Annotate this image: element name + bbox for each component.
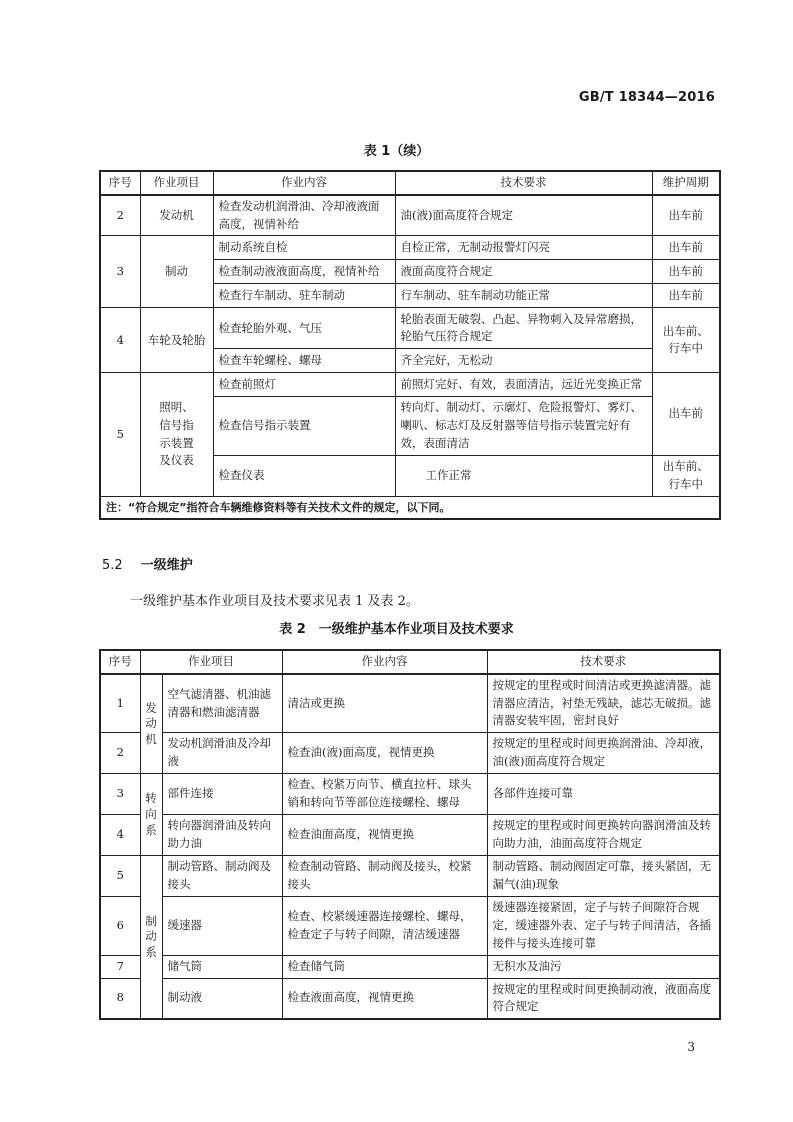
work-content: 检查制动液液面高度，视情补给 bbox=[213, 260, 395, 284]
tech-requirement: 制动管路、制动阀固定可靠，接头紧固，无漏气(油)现象 bbox=[487, 856, 720, 897]
row-number: 4 bbox=[100, 815, 140, 856]
work-content: 检查行车制动、驻车制动 bbox=[213, 284, 395, 308]
table1-header-period: 维护周期 bbox=[652, 171, 720, 195]
standard-code: GB/T 18344—2016 bbox=[578, 90, 715, 105]
work-item: 制动 bbox=[140, 236, 213, 308]
tech-requirement: 无积水及油污 bbox=[487, 955, 720, 978]
tech-requirement: 按规定的里程或时间清洁或更换滤清器。滤清器应清洁，衬垫无残缺，滤芯无破损。滤清器安装牢固，密封良好 bbox=[487, 674, 720, 733]
work-content: 清洁或更换 bbox=[282, 674, 487, 733]
tech-requirement: 自检正常，无制动报警灯闪亮 bbox=[395, 236, 652, 260]
maintenance-period: 出车前 bbox=[652, 236, 720, 260]
section-body-text: 一级维护基本作业项目及技术要求见表 1 及表 2。 bbox=[130, 594, 419, 609]
row-number: 5 bbox=[100, 373, 140, 496]
work-content: 检查、校紧万向节、横直拉杆、球头销和转向节等部位连接螺栓、螺母 bbox=[282, 774, 487, 815]
work-content: 检查储气筒 bbox=[282, 955, 487, 978]
table1-caption: 表 1（续） bbox=[363, 144, 430, 159]
table-row bbox=[100, 195, 720, 236]
system-label-brake: 制动系 bbox=[140, 856, 162, 1019]
table1 bbox=[99, 170, 721, 520]
table-row bbox=[100, 955, 720, 978]
maintenance-period: 出车前 bbox=[652, 195, 720, 236]
work-content: 检查油(液)面高度，视情更换 bbox=[282, 733, 487, 774]
tech-requirement: 行车制动、驻车制动功能正常 bbox=[395, 284, 652, 308]
work-content: 检查轮胎外观、气压 bbox=[213, 308, 395, 349]
table2-header-content: 作业内容 bbox=[282, 650, 487, 674]
tech-requirement: 缓速器连接紧固，定子与转子间隙符合规定，缓速器外表、定子与转子间清洁，各插接件与接头连接可靠 bbox=[487, 897, 720, 955]
work-item: 照明、信号指示装置及仪表 bbox=[140, 373, 213, 496]
maintenance-period: 出车前 bbox=[652, 260, 720, 284]
tech-requirement: 齐全完好，无松动 bbox=[395, 349, 652, 373]
table1-header-content: 作业内容 bbox=[213, 171, 395, 195]
table-row bbox=[100, 774, 720, 815]
tech-requirement: 各部件连接可靠 bbox=[487, 774, 720, 815]
tech-requirement: 前照灯完好、有效，表面清洁，远近光变换正常 bbox=[395, 373, 652, 397]
table-row bbox=[100, 373, 720, 397]
table-row bbox=[100, 856, 720, 897]
work-item: 部件连接 bbox=[162, 774, 282, 815]
tech-requirement: 轮胎表面无破裂、凸起、异物刺入及异常磨损，轮胎气压符合规定 bbox=[395, 308, 652, 349]
tech-requirement: 液面高度符合规定 bbox=[395, 260, 652, 284]
section-number: 5.2 bbox=[102, 558, 123, 573]
row-number: 2 bbox=[100, 733, 140, 774]
maintenance-period: 出车前、行车中 bbox=[652, 308, 720, 373]
table-row bbox=[100, 978, 720, 1019]
page-number: 3 bbox=[687, 1040, 695, 1054]
work-item: 制动液 bbox=[162, 978, 282, 1019]
tech-requirement: 按规定的里程或时间更换制动液，液面高度符合规定 bbox=[487, 978, 720, 1019]
table-row bbox=[100, 733, 720, 774]
tech-requirement: 油(液)面高度符合规定 bbox=[395, 195, 652, 236]
work-content: 检查、校紧缓速器连接螺栓、螺母，检查定子与转子间隙，清洁缓速器 bbox=[282, 897, 487, 955]
row-number: 4 bbox=[100, 308, 140, 373]
table-row bbox=[100, 674, 720, 733]
row-number: 5 bbox=[100, 856, 140, 897]
section-title: 一级维护 bbox=[140, 558, 193, 573]
table-row bbox=[100, 308, 720, 349]
maintenance-period: 出车前、行车中 bbox=[652, 455, 720, 496]
table2-caption: 表 2 一级维护基本作业项目及技术要求 bbox=[279, 622, 514, 637]
work-item: 制动管路、制动阀及接头 bbox=[162, 856, 282, 897]
work-item: 发动机 bbox=[140, 195, 213, 236]
work-content: 检查油面高度，视情更换 bbox=[282, 815, 487, 856]
work-item: 车轮及轮胎 bbox=[140, 308, 213, 373]
work-content: 检查仪表 bbox=[213, 455, 395, 496]
work-content: 检查制动管路、制动阀及接头，校紧接头 bbox=[282, 856, 487, 897]
table2-header-row bbox=[100, 650, 720, 674]
row-number: 8 bbox=[100, 978, 140, 1019]
work-content: 检查信号指示装置 bbox=[213, 397, 395, 455]
row-number: 6 bbox=[100, 897, 140, 955]
table1-header-requirement: 技术要求 bbox=[395, 171, 652, 195]
table-row bbox=[100, 815, 720, 856]
maintenance-period: 出车前 bbox=[652, 373, 720, 455]
system-label-engine: 发动机 bbox=[140, 674, 162, 774]
work-item: 转向器润滑油及转向助力油 bbox=[162, 815, 282, 856]
work-item: 缓速器 bbox=[162, 897, 282, 955]
row-number: 3 bbox=[100, 236, 140, 308]
system-label-steering: 转向系 bbox=[140, 774, 162, 856]
table2-header-no: 序号 bbox=[100, 650, 140, 674]
tech-requirement: 工作正常 bbox=[395, 455, 652, 496]
table1-header-row bbox=[100, 171, 720, 195]
work-content: 检查车轮螺栓、螺母 bbox=[213, 349, 395, 373]
tech-requirement: 按规定的里程或时间更换转向器润滑油及转向助力油，油面高度符合规定 bbox=[487, 815, 720, 856]
section-heading bbox=[102, 554, 193, 573]
table2-header-item: 作业项目 bbox=[140, 650, 282, 674]
work-item: 储气筒 bbox=[162, 955, 282, 978]
tech-requirement: 按规定的里程或时间更换润滑油、冷却液，油(液)面高度符合规定 bbox=[487, 733, 720, 774]
work-content: 检查液面高度，视情更换 bbox=[282, 978, 487, 1019]
row-number: 7 bbox=[100, 955, 140, 978]
table-row bbox=[100, 897, 720, 955]
table2-header-requirement: 技术要求 bbox=[487, 650, 720, 674]
table1-header-no: 序号 bbox=[100, 171, 140, 195]
table1-header-item: 作业项目 bbox=[140, 171, 213, 195]
row-number: 3 bbox=[100, 774, 140, 815]
table2 bbox=[99, 649, 721, 1020]
row-number: 1 bbox=[100, 674, 140, 733]
work-content: 检查前照灯 bbox=[213, 373, 395, 397]
table-row bbox=[100, 236, 720, 260]
row-number: 2 bbox=[100, 195, 140, 236]
work-item: 空气滤清器、机油滤清器和燃油滤清器 bbox=[162, 674, 282, 733]
work-content: 检查发动机润滑油、冷却液液面高度，视情补给 bbox=[213, 195, 395, 236]
tech-requirement: 转向灯、制动灯、示廓灯、危险报警灯、雾灯、喇叭、标志灯及反射器等信号指示装置完好有效，表面清洁 bbox=[395, 397, 652, 455]
table1-note-row bbox=[100, 496, 720, 519]
table1-note: 注：“符合规定”指符合车辆维修资料等有关技术文件的规定，以下同。 bbox=[100, 496, 720, 519]
work-item: 发动机润滑油及冷却液 bbox=[162, 733, 282, 774]
maintenance-period: 出车前 bbox=[652, 284, 720, 308]
work-content: 制动系统自检 bbox=[213, 236, 395, 260]
